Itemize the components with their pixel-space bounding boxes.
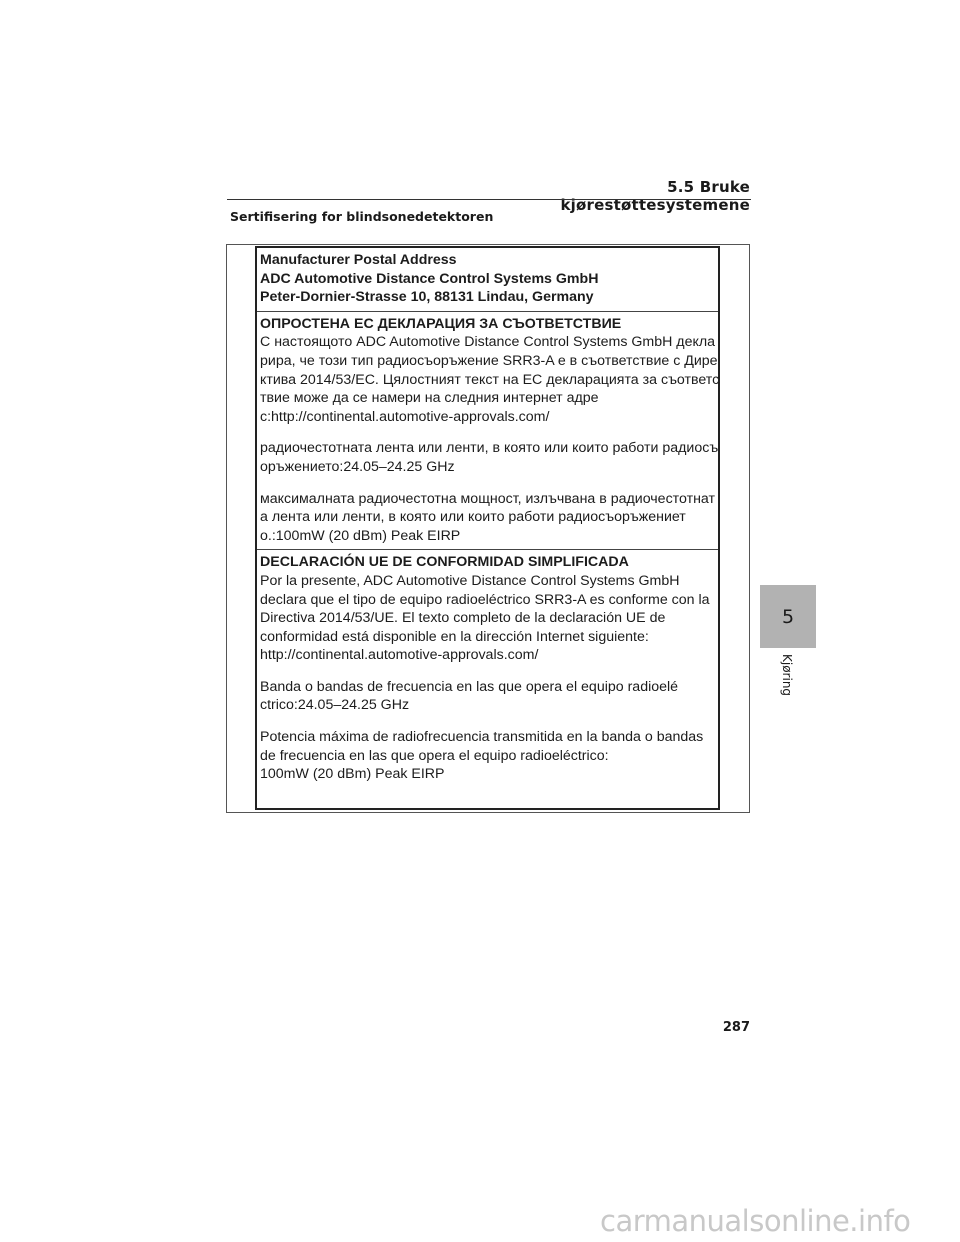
manufacturer-line: ADC Automotive Distance Control Systems GmbH [260,270,599,287]
page-number: 287 [722,1020,750,1035]
chapter-number: 5 [781,606,795,628]
spanish-power-line: de frecuencia en las que opera el equipo radioeléctrico: [260,747,609,764]
bulgarian-power-line: о.:100mW (20 dBm) Peak EIRP [260,527,461,544]
bulgarian-power-line: а лента или ленти, в която или които работи радиосъоръжениет [260,509,686,526]
bulgarian-text-line: С настоящото ADC Automotive Distance Control Systems GmbH декла [260,334,715,351]
spanish-text-line: Por la presente, ADC Automotive Distance Control Systems GmbH [260,572,680,589]
section-heading: Sertifisering for blindsonedetektoren [230,209,494,224]
manufacturer-heading: Manufacturer Postal Address [260,252,457,268]
section-title: 5.5 Bruke kjørestøttesystemene [560,178,750,214]
bulgarian-heading: ОПРОСТЕНА ЕС ДЕКЛАРАЦИЯ ЗА СЪОТВЕТСТВИЕ [260,315,622,332]
bulgarian-declaration-block [257,312,718,551]
watermark: carmanualsonline.info [600,1204,911,1238]
spanish-heading: DECLARACIÓN UE DE CONFORMIDAD SIMPLIFICADA [260,554,629,571]
spanish-power-line: Potencia máxima de radiofrecuencia transmitida en la banda o bandas [260,729,704,746]
bulgarian-frequency-line: оръжението:24.05–24.25 GHz [260,458,455,475]
spanish-declaration-block [257,550,718,788]
header-divider [227,199,751,200]
spanish-text-line: Directiva 2014/53/UE. El texto completo de la declaración UE de [260,610,666,627]
bulgarian-text-line: с:http://continental.automotive-approvals.com/ [260,408,550,425]
bulgarian-text-line: твие може да се намери на следния интернет адре [260,390,599,407]
bulgarian-text-line: рира, че този тип радиосъоръжение SRR3-A е в съответствие с Дире [260,352,718,369]
chapter-name: Kjøring [780,654,794,697]
bulgarian-text-line: ктива 2014/53/EC. Цялостният текст на ЕС декларацията за съответс [260,371,720,388]
spanish-frequency-line: Banda o bandas de frecuencia en las que opera el equipo radioelé [260,678,679,695]
certificate-box [255,246,720,810]
spanish-text-line: http://continental.automotive-approvals.com/ [260,647,539,664]
spanish-power-line: 100mW (20 dBm) Peak EIRP [260,766,445,783]
bulgarian-frequency-line: радиочестотната лента или ленти, в която или които работи радиосъ [260,440,719,457]
manufacturer-block [257,248,718,312]
spanish-text-line: conformidad está disponible en la dirección Internet siguiente: [260,628,649,645]
spanish-frequency-line: ctrico:24.05–24.25 GHz [260,697,410,714]
manufacturer-line: Peter-Dornier-Strasse 10, 88131 Lindau, Germany [260,289,594,306]
spanish-text-line: declara que el tipo de equipo radioeléctrico SRR3-A es conforme con la [260,591,710,608]
bulgarian-power-line: максималната радиочестотна мощност, излъчвана в радиочестотнат [260,490,715,507]
